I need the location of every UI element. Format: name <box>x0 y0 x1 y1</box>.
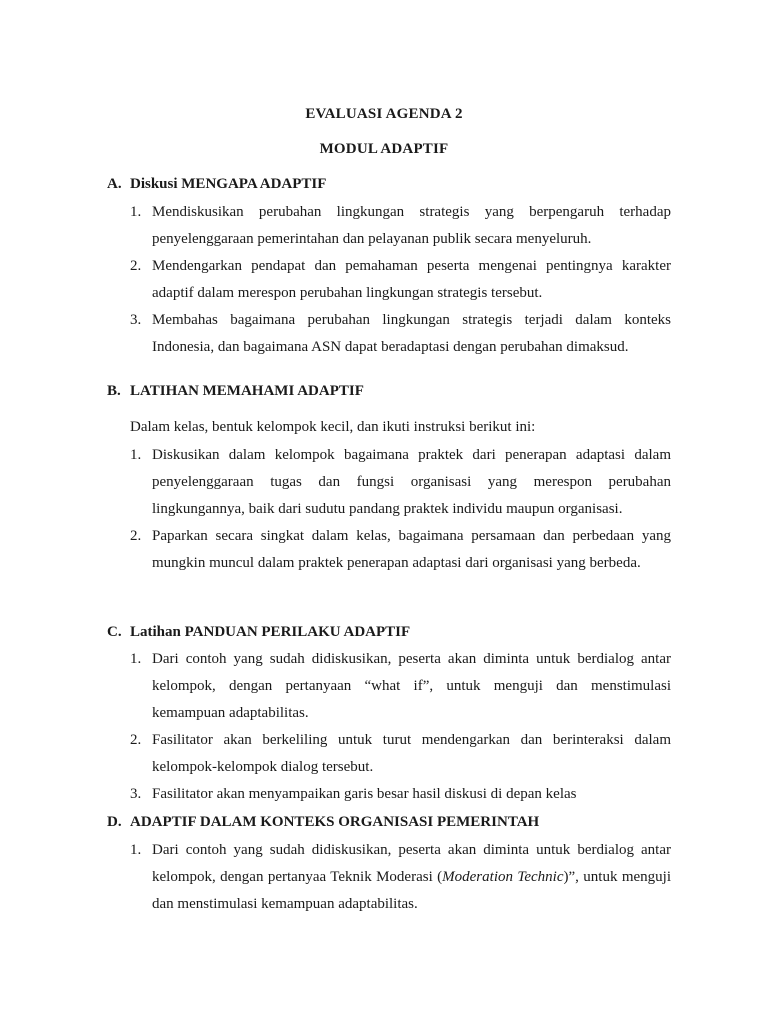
section-a-letter: A. <box>107 176 122 192</box>
list-item-text: Paparkan secara singkat dalam kelas, bagaimana persamaan dan perbedaan yang mungkin muncul dalam praktek penerapan adaptasi dari organisasi yang berbeda. <box>152 528 671 571</box>
list-item <box>130 307 671 361</box>
list-number: 1. <box>130 447 142 463</box>
section-b-intro: Dalam kelas, bentuk kelompok kecil, dan ikuti instruksi berikut ini: <box>130 419 536 435</box>
list-item-text: Dari contoh yang sudah didiskusikan, peserta akan diminta untuk berdialog antar kelompok, dengan pertanyaan “what if”, untuk menguji dan menstimulasi kemampuan adaptabilitas. <box>152 651 671 721</box>
list-item <box>130 727 671 781</box>
list-number: 1. <box>130 651 142 667</box>
list-item-text: Fasilitator akan berkeliling untuk turut mendengarkan dan berinteraksi dalam kelompok-kelompok dialog tersebut. <box>152 732 671 775</box>
section-b-heading <box>107 383 364 400</box>
section-a-title: Diskusi MENGAPA ADAPTIF <box>130 176 327 192</box>
list-item <box>130 442 671 523</box>
section-a-heading <box>107 176 326 193</box>
list-item <box>130 523 671 577</box>
section-d-list <box>130 837 671 918</box>
item-text-before: Dari contoh yang sudah didiskusikan, peserta akan diminta untuk berdialog antar kelompok, dengan pertanyaa Teknik Moderasi ( <box>152 842 671 885</box>
section-d-heading <box>107 814 539 831</box>
section-d-letter: D. <box>107 814 122 830</box>
document-subtitle: MODUL ADAPTIF <box>319 141 449 157</box>
list-item-text: Diskusikan dalam kelompok bagaimana praktek dari penerapan adaptasi dalam penyelenggaraan tugas dan fungsi organisasi yang merespon perubahan lingkungannya, baik dari sudutu pandang praktek individu maupun organisasi. <box>152 447 671 517</box>
list-number: 1. <box>130 204 142 220</box>
list-item-text: Fasilitator akan menyampaikan garis besar hasil diskusi di depan kelas <box>152 786 577 802</box>
section-c-letter: C. <box>107 624 122 640</box>
list-item <box>130 837 671 918</box>
document-title: EVALUASI AGENDA 2 <box>305 106 463 122</box>
list-item-text: Mendiskusikan perubahan lingkungan strategis yang berpengaruh terhadap penyelenggaraan pemerintahan dan pelayanan publik secara menyeluruh. <box>152 204 671 247</box>
list-number: 1. <box>130 842 142 858</box>
item-text-italic: Moderation Technic <box>442 869 564 885</box>
list-item-text <box>152 842 671 912</box>
list-item <box>130 646 671 727</box>
list-number: 2. <box>130 732 142 748</box>
list-item <box>130 253 671 307</box>
list-item-text: Membahas bagaimana perubahan lingkungan strategis terjadi dalam konteks Indonesia, dan bagaimana ASN dapat beradaptasi dengan perubahan dimaksud. <box>152 312 671 355</box>
list-item <box>130 199 671 253</box>
list-number: 3. <box>130 786 142 802</box>
section-c-title: Latihan PANDUAN PERILAKU ADAPTIF <box>130 624 411 640</box>
list-number: 2. <box>130 528 142 544</box>
section-b-title: LATIHAN MEMAHAMI ADAPTIF <box>130 383 364 399</box>
section-b-list <box>130 442 671 577</box>
list-number: 3. <box>130 312 142 328</box>
list-item <box>130 781 671 808</box>
item-text-after: )”, untuk menguji dan menstimulasi kemampuan adaptabilitas. <box>152 869 672 912</box>
section-c-heading <box>107 624 410 641</box>
section-c-list <box>130 646 671 808</box>
section-b-letter: B. <box>107 383 121 399</box>
list-number: 2. <box>130 258 142 274</box>
section-a-list <box>130 199 671 361</box>
list-item-text: Mendengarkan pendapat dan pemahaman peserta mengenai pentingnya karakter adaptif dalam merespon perubahan lingkungan strategis tersebut. <box>152 258 671 301</box>
section-d-title: ADAPTIF DALAM KONTEKS ORGANISASI PEMERINTAH <box>130 814 540 830</box>
